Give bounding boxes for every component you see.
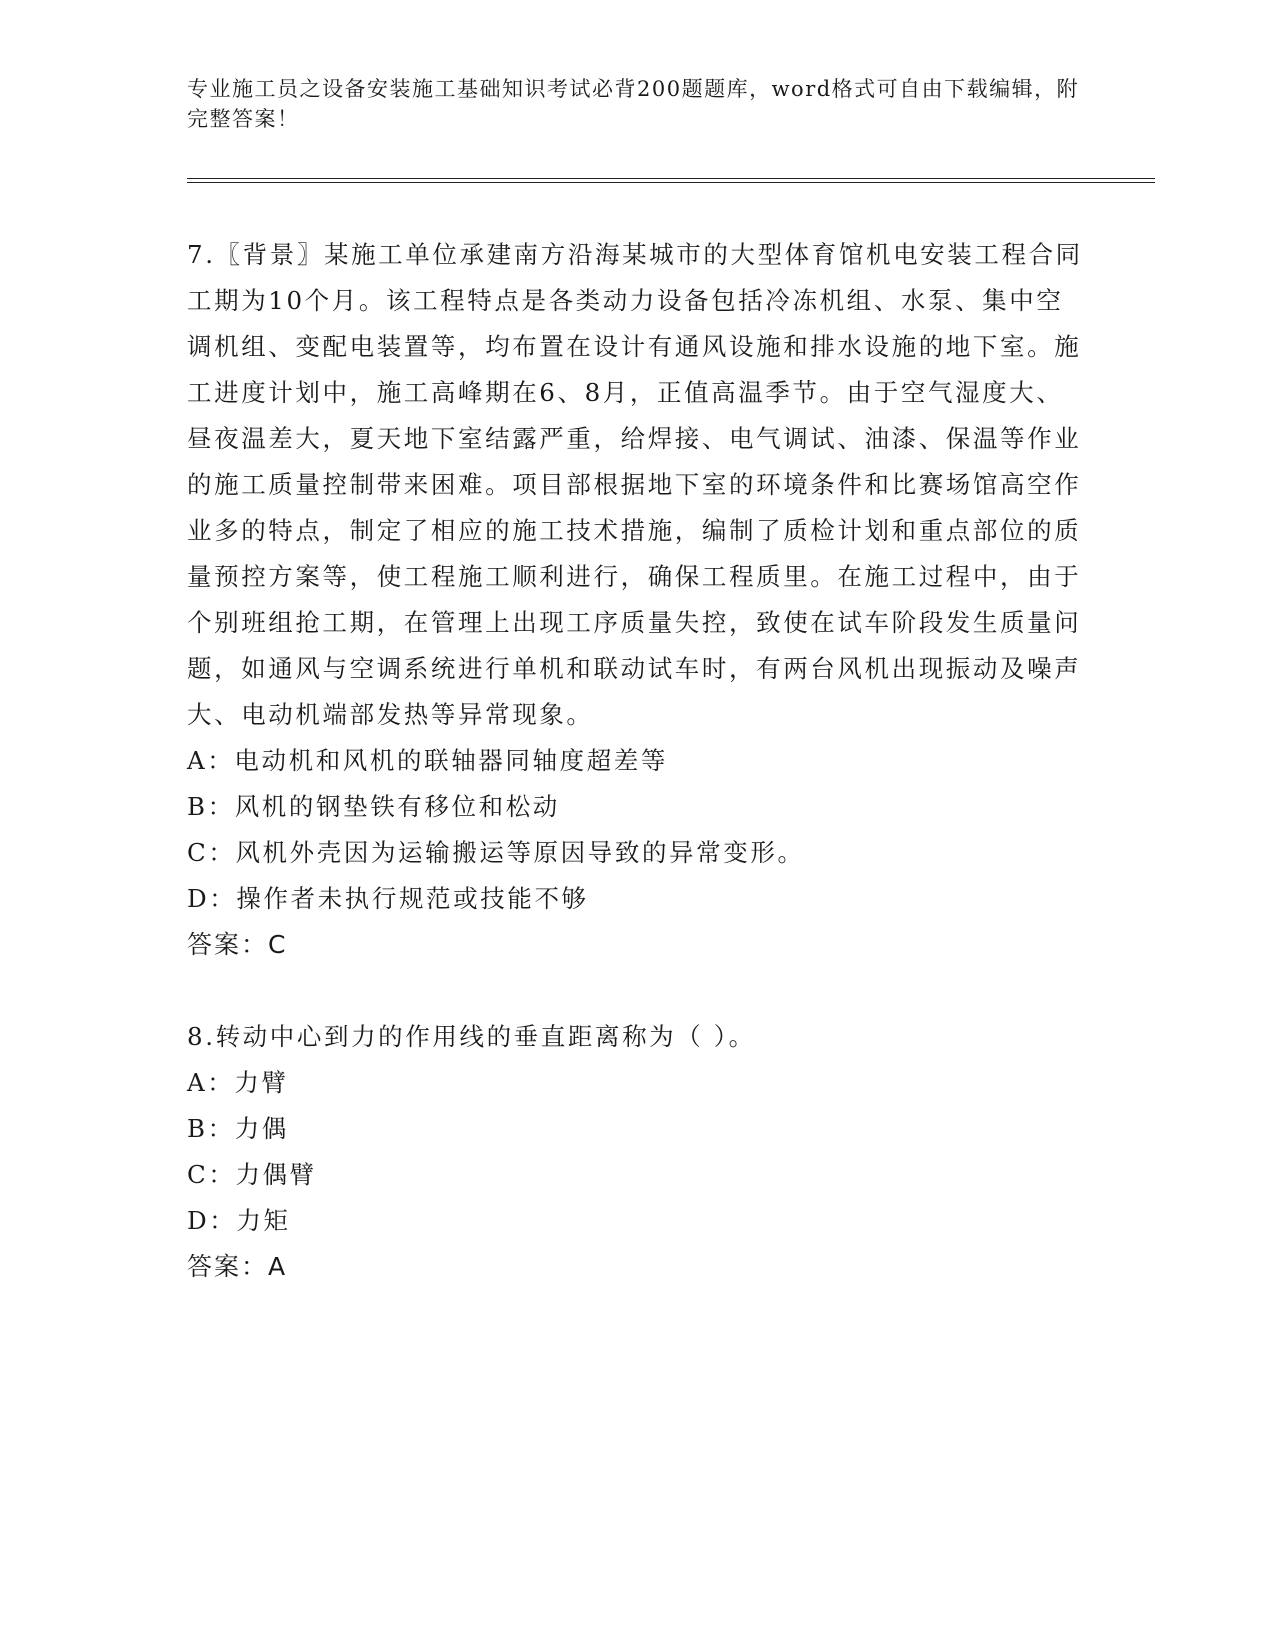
question-stem: 8.转动中心到力的作用线的垂直距离称为（ ）。 <box>187 1022 756 1051</box>
option-a: A：电动机和风机的联轴器同轴度超差等 <box>187 746 668 775</box>
question-8 <box>187 1014 1087 1290</box>
option-b: B：风机的钢垫铁有移位和松动 <box>187 792 560 821</box>
header-divider-top <box>187 178 1155 179</box>
option-a: A：力臂 <box>187 1068 289 1097</box>
question-stem: 7.〖背景〗某施工单位承建南方沿海某城市的大型体育馆机电安装工程合同工期为10个月。该工程特点是各类动力设备包括冷冻机组、水泵、集中空调机组、变配电装置等，均布置在设计有通风设施和排水设施的地下室。施工进度计划中，施工高峰期在6、8月，正值高温季节。由于空气湿度大、昼夜温差大，夏天地下室结露严重，给焊接、电气调试、油漆、保温等作业的施工质量控制带来困难。项目部根据地下室的环境条件和比赛场馆高空作业多的特点，制定了相应的施工技术措施，编制了质检计划和重点部位的质量预控方案等，使工程施工顺利进行，确保工程质里。在施工过程中，由于个别班组抢工期，在管理上出现工序质量失控，致使在试车阶段发生质量问题，如通风与空调系统进行单机和联动试车时，有两台风机出现振动及噪声大、电动机端部发热等异常现象。 <box>187 240 1083 729</box>
option-c: C：风机外壳因为运输搬运等原因导致的异常变形。 <box>187 838 805 867</box>
answer-line: 答案：C <box>187 930 288 959</box>
option-b: B：力偶 <box>187 1114 289 1143</box>
header-divider-bottom <box>187 182 1155 183</box>
answer-line: 答案：A <box>187 1252 288 1281</box>
question-list <box>187 232 1087 1290</box>
option-d: D：操作者未执行规范或技能不够 <box>187 884 589 913</box>
option-d: D：力矩 <box>187 1206 291 1235</box>
option-c: C：力偶臂 <box>187 1160 317 1189</box>
question-7 <box>187 232 1087 968</box>
question-spacer <box>187 968 1087 1014</box>
document-header: 专业施工员之设备安装施工基础知识考试必背200题题库，word格式可自由下载编辑，附完整答案！ <box>187 77 1080 131</box>
